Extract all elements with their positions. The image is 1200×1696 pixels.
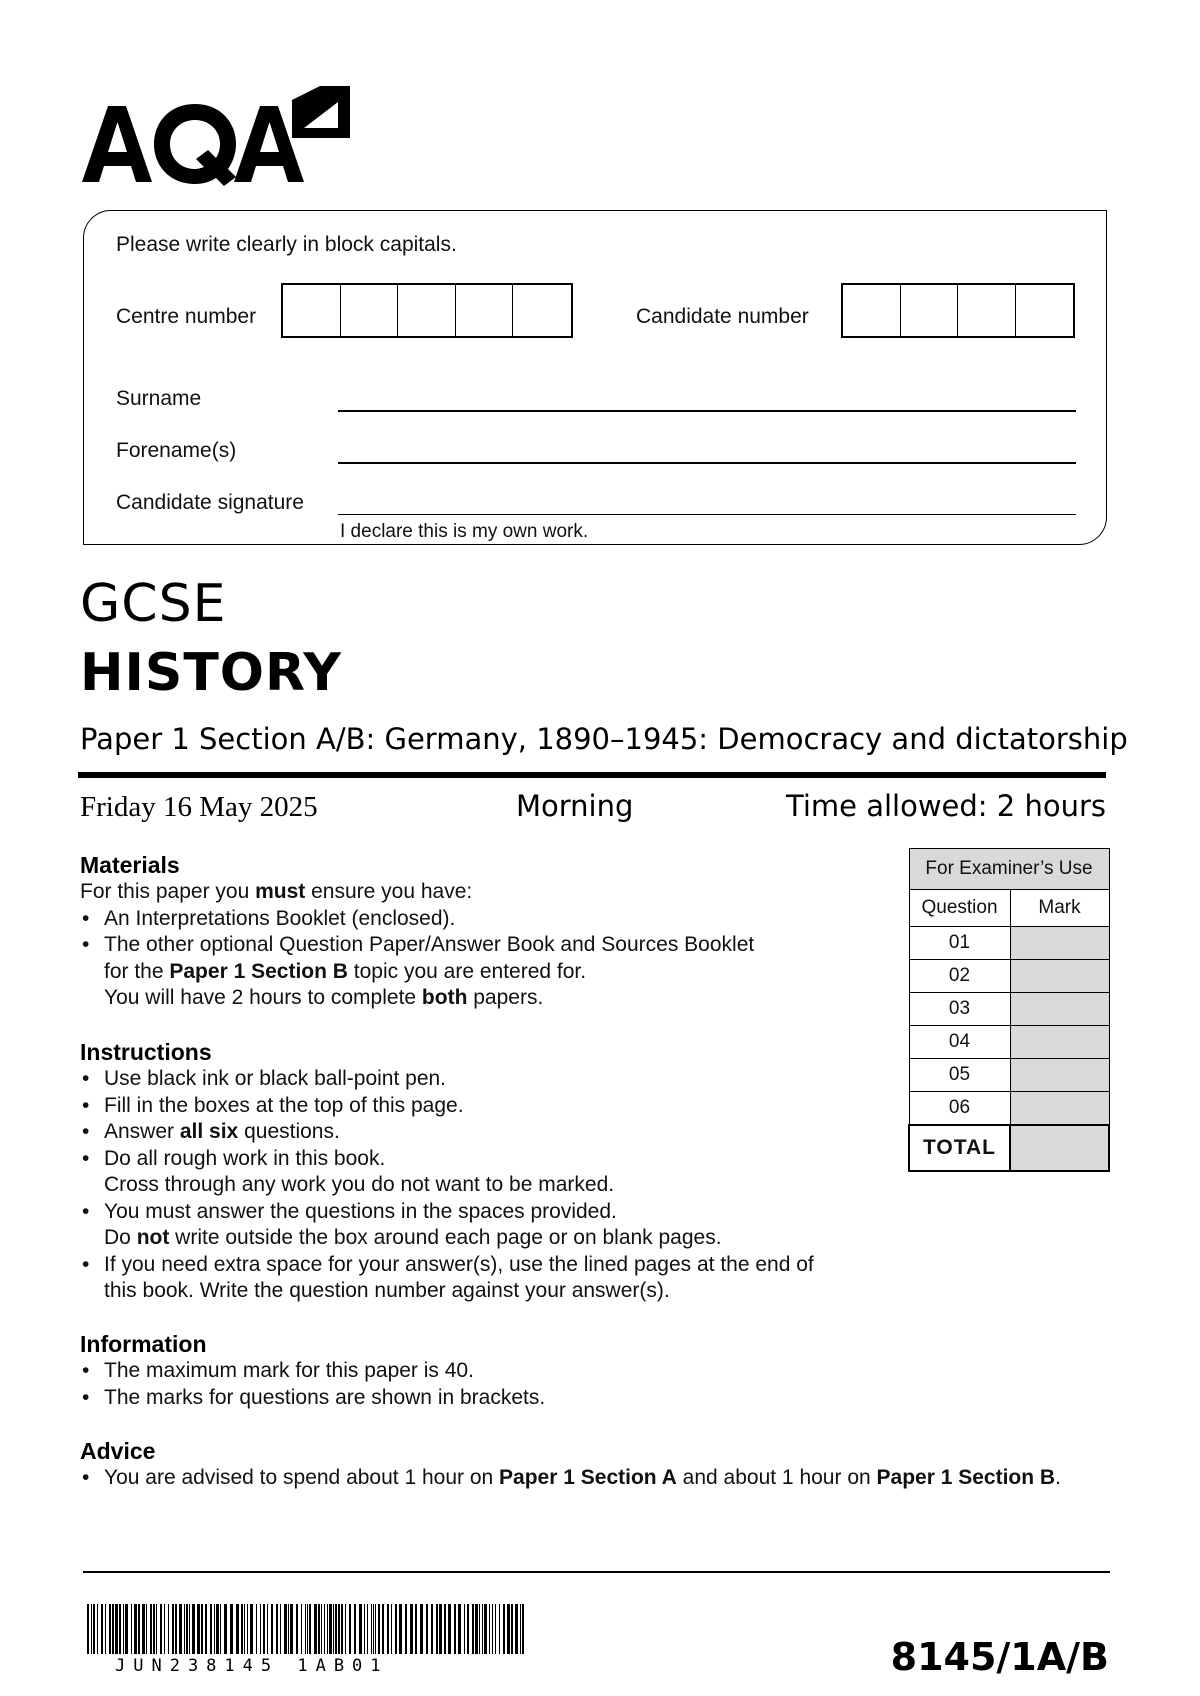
materials-list bbox=[80, 906, 870, 1012]
mark-cell bbox=[1010, 1092, 1109, 1126]
total-label: TOTAL bbox=[909, 1125, 1010, 1171]
candidate-number-box[interactable] bbox=[843, 285, 901, 336]
list-item: • The marks for questions are shown in brackets. bbox=[80, 1385, 870, 1412]
information-heading: Information bbox=[80, 1331, 207, 1357]
question-number: 06 bbox=[909, 1092, 1010, 1126]
surname-label: Surname bbox=[116, 387, 202, 410]
list-item: • Fill in the boxes at the top of this page. bbox=[80, 1093, 900, 1120]
list-item: • An Interpretations Booklet (enclosed). bbox=[80, 906, 870, 933]
total-mark-cell bbox=[1010, 1125, 1109, 1171]
centre-number-box[interactable] bbox=[398, 285, 456, 336]
examiner-table-title: For Examiner’s Use bbox=[909, 849, 1109, 890]
mark-cell bbox=[1010, 993, 1109, 1026]
list-item: • You must answer the questions in the spaces provided. Do not write outside the box around each page or on blank pages. bbox=[80, 1199, 900, 1252]
instructions-list bbox=[80, 1066, 900, 1305]
block-capitals-instruction: Please write clearly in block capitals. bbox=[116, 233, 457, 256]
advice-section bbox=[80, 1438, 1140, 1492]
instructions-section bbox=[80, 1039, 900, 1305]
materials-heading: Materials bbox=[80, 852, 180, 878]
list-item: • Answer all six questions. bbox=[80, 1119, 900, 1146]
signature-label: Candidate signature bbox=[116, 491, 304, 514]
candidate-number-box[interactable] bbox=[1016, 285, 1074, 336]
question-number: 02 bbox=[909, 960, 1010, 993]
mark-cell bbox=[1010, 960, 1109, 993]
information-list bbox=[80, 1358, 870, 1411]
time-allowed: Time allowed: 2 hours bbox=[786, 789, 1106, 823]
candidate-number-box[interactable] bbox=[901, 285, 959, 336]
aqa-logo bbox=[82, 86, 352, 186]
centre-number-box[interactable] bbox=[341, 285, 399, 336]
list-item: • The other optional Question Paper/Answer Book and Sources Booklet for the Paper 1 Section B topic you are entered for. You will have 2 hours to complete both papers. bbox=[80, 932, 870, 1012]
advice-list bbox=[80, 1465, 1140, 1492]
list-item: • Do all rough work in this book. Cross through any work you do not want to be marked. bbox=[80, 1146, 900, 1199]
information-section bbox=[80, 1331, 870, 1411]
question-number: 04 bbox=[909, 1026, 1010, 1059]
question-number: 01 bbox=[909, 927, 1010, 960]
qualification-title: GCSE bbox=[80, 574, 227, 634]
list-item: • If you need extra space for your answer(s), use the lined pages at the end of this book. Write the question number against your answer(s). bbox=[80, 1252, 900, 1305]
mark-cell bbox=[1010, 1026, 1109, 1059]
question-number: 03 bbox=[909, 993, 1010, 1026]
footer-divider bbox=[83, 1571, 1110, 1573]
instructions-heading: Instructions bbox=[80, 1039, 212, 1065]
candidate-number-box[interactable] bbox=[958, 285, 1016, 336]
question-number: 05 bbox=[909, 1059, 1010, 1092]
title-divider bbox=[78, 772, 1106, 778]
centre-number-box[interactable] bbox=[283, 285, 341, 336]
materials-intro: For this paper you must ensure you have: bbox=[80, 880, 473, 903]
list-item: • The maximum mark for this paper is 40. bbox=[80, 1358, 870, 1385]
exam-date: Friday 16 May 2025 bbox=[80, 791, 318, 823]
mark-column-header: Mark bbox=[1010, 890, 1109, 927]
declaration-text: I declare this is my own work. bbox=[340, 521, 589, 542]
list-item: • Use black ink or black ball-point pen. bbox=[80, 1066, 900, 1093]
examiner-use-table bbox=[908, 848, 1110, 1172]
list-item: • You are advised to spend about 1 hour on Paper 1 Section A and about 1 hour on Paper 1 Section B. bbox=[80, 1465, 1140, 1492]
signature-field[interactable] bbox=[338, 514, 1076, 515]
mark-cell bbox=[1010, 1059, 1109, 1092]
question-column-header: Question bbox=[909, 890, 1010, 927]
forename-field[interactable] bbox=[338, 462, 1076, 464]
centre-number-box[interactable] bbox=[513, 285, 571, 336]
surname-field[interactable] bbox=[338, 410, 1076, 412]
candidate-number-label: Candidate number bbox=[636, 305, 809, 328]
materials-section bbox=[80, 852, 870, 1012]
paper-code: 8145/1A/B bbox=[890, 1635, 1109, 1679]
centre-number-label: Centre number bbox=[116, 305, 257, 328]
exam-session: Morning bbox=[516, 789, 634, 823]
barcode-text: JUN238145 1AB01 bbox=[115, 1656, 389, 1676]
advice-heading: Advice bbox=[80, 1438, 156, 1464]
centre-number-box[interactable] bbox=[456, 285, 514, 336]
barcode bbox=[87, 1604, 527, 1654]
centre-number-boxes[interactable] bbox=[281, 283, 573, 338]
paper-title: Paper 1 Section A/B: Germany, 1890–1945: Democracy and dictatorship bbox=[80, 722, 1128, 756]
mark-cell bbox=[1010, 927, 1109, 960]
candidate-number-boxes[interactable] bbox=[841, 283, 1075, 338]
subject-title: HISTORY bbox=[80, 643, 342, 703]
forename-label: Forename(s) bbox=[116, 439, 237, 462]
